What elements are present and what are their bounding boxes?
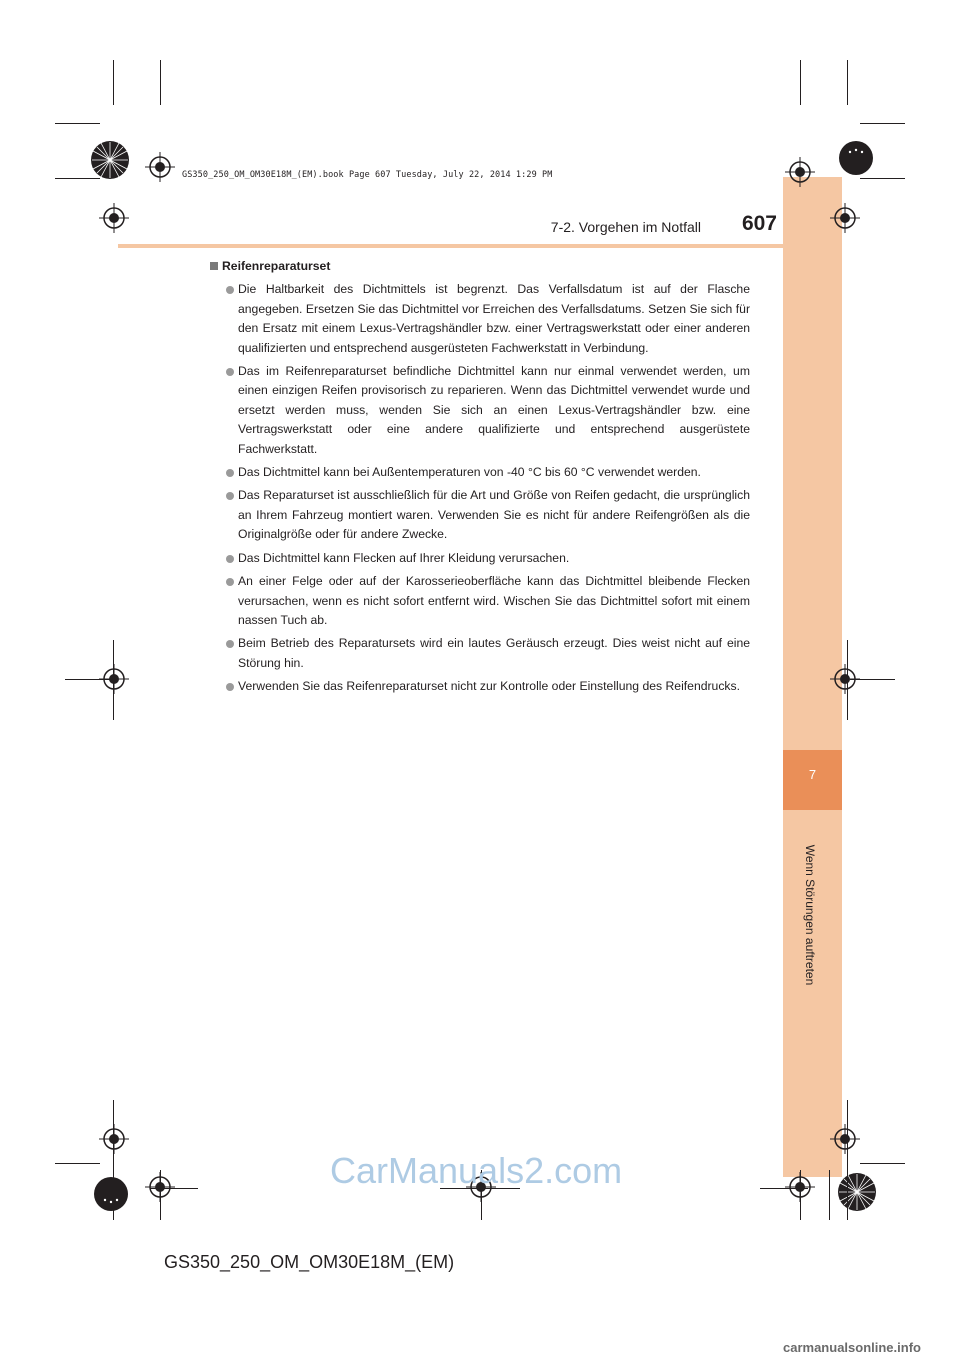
crosshair-icon bbox=[99, 1124, 129, 1154]
crop-line bbox=[160, 60, 161, 105]
bullet-dot-icon bbox=[226, 578, 234, 586]
list-item bbox=[210, 280, 750, 358]
crop-line bbox=[113, 60, 114, 105]
bullet-dot-icon bbox=[226, 469, 234, 477]
header-rule bbox=[118, 244, 783, 248]
watermark-carmanuals2: CarManuals2.com bbox=[330, 1150, 623, 1191]
crop-line bbox=[860, 178, 905, 179]
crop-line bbox=[847, 60, 848, 105]
crosshair-icon bbox=[830, 1124, 860, 1154]
list-item-text: Das Reparaturset ist ausschließlich für die Art und Größe von Reifen gedacht, die ursprünglich an Ihrem Fahrzeug montiert waren. Verwenden Sie es nicht für andere Reifengrößen als die Originalgröße oder für andere Zwecke. bbox=[238, 488, 750, 542]
square-bullet-icon bbox=[210, 262, 218, 270]
bullet-dot-icon bbox=[226, 640, 234, 648]
list-item bbox=[210, 463, 750, 482]
crosshair-icon bbox=[145, 152, 175, 182]
crop-line bbox=[760, 1188, 808, 1189]
chapter-label: Wenn Störungen auftreten bbox=[803, 844, 817, 986]
section-title: 7-2. Vorgehen im Notfall bbox=[550, 219, 701, 235]
list-item-text: Beim Betrieb des Reparatursets wird ein lautes Geräusch erzeugt. Dies weist nicht auf eine Störung hin. bbox=[238, 636, 750, 670]
crop-line bbox=[160, 1170, 161, 1220]
registration-mark-icon bbox=[838, 140, 874, 176]
bullet-dot-icon bbox=[226, 286, 234, 294]
crop-line bbox=[113, 1100, 114, 1220]
registration-mark-icon bbox=[837, 1172, 877, 1212]
book-info: GS350_250_OM_OM30E18M_(EM).book Page 607 Tuesday, July 22, 2014 1:29 PM bbox=[182, 170, 553, 180]
crop-line bbox=[55, 123, 100, 124]
page-number: 607 bbox=[741, 212, 777, 235]
list-item bbox=[210, 677, 750, 696]
crop-line bbox=[847, 640, 848, 720]
list-item bbox=[210, 362, 750, 459]
bullet-dot-icon bbox=[226, 555, 234, 563]
bullet-dot-icon bbox=[226, 492, 234, 500]
bullet-dot-icon bbox=[226, 368, 234, 376]
registration-mark-icon bbox=[90, 140, 130, 180]
crop-line bbox=[150, 1188, 198, 1189]
page-content bbox=[210, 257, 750, 701]
list-item-text: Das Dichtmittel kann bei Außentemperaturen von -40 °C bis 60 °C verwendet werden. bbox=[238, 465, 701, 480]
section-heading bbox=[210, 257, 750, 276]
watermark-carmanualsonline: carmanualsonline.info bbox=[783, 1340, 921, 1355]
crop-line bbox=[800, 1170, 801, 1220]
list-item bbox=[210, 486, 750, 544]
list-item-text: Die Haltbarkeit des Dichtmittels ist begrenzt. Das Verfallsdatum ist auf der Flasche angegeben. Ersetzen Sie das Dichtmittel vor Erreichen des Verfallsdatums. Setzen Sie sich für den Ersatz mit einem Lexus-Vertragshändler bzw. einer Vertragswerkstatt oder einer anderen qualifizierten und entsprechend ausgerüsteten Fachwerkstatt in Verbindung. bbox=[238, 282, 750, 355]
crosshair-icon bbox=[830, 203, 860, 233]
list-item-text: Das Dichtmittel kann Flecken auf Ihrer Kleidung verursachen. bbox=[238, 550, 570, 565]
crop-line bbox=[55, 178, 100, 179]
list-item bbox=[210, 572, 750, 630]
list-item-text: Verwenden Sie das Reifenreparaturset nicht zur Kontrolle oder Einstellung des Reifendrucks. bbox=[238, 679, 741, 694]
crop-line bbox=[65, 679, 110, 680]
crop-line bbox=[860, 1163, 905, 1164]
bullet-dot-icon bbox=[226, 683, 234, 691]
crosshair-icon bbox=[785, 157, 815, 187]
crop-line bbox=[829, 1170, 830, 1220]
footer-document-code: GS350_250_OM_OM30E18M_(EM) bbox=[164, 1252, 455, 1272]
chapter-number: 7 bbox=[808, 767, 817, 782]
crop-line bbox=[800, 60, 801, 105]
section-heading-text: Reifenreparaturset bbox=[222, 259, 331, 273]
crop-line bbox=[113, 640, 114, 720]
crop-line bbox=[860, 123, 905, 124]
list-item-text: Das im Reifenreparaturset befindliche Dichtmittel kann nur einmal verwendet werden, um einen einzigen Reifen provisorisch zu reparieren. Wenn das Dichtmittel verwendet wurde und ersetzt werden muss, wenden Sie sich an einen Lexus-Vertragshändler bzw. eine Vertragswerkstatt oder eine andere qualifizierte und entsprechend ausgerüstete Fachwerkstatt. bbox=[238, 364, 750, 456]
list-item bbox=[210, 549, 750, 568]
crosshair-icon bbox=[99, 203, 129, 233]
crop-line bbox=[847, 1100, 848, 1220]
registration-mark-icon bbox=[93, 1176, 129, 1212]
crop-line bbox=[850, 679, 895, 680]
crop-line bbox=[55, 1163, 100, 1164]
list-item-text: An einer Felge oder auf der Karosserieoberfläche kann das Dichtmittel bleibende Flecken verursachen, wenn es nicht sofort entfernt wird. Wischen Sie das Dichtmittel sofort mit einem nassen Tuch ab. bbox=[238, 574, 750, 627]
list-item bbox=[210, 634, 750, 673]
